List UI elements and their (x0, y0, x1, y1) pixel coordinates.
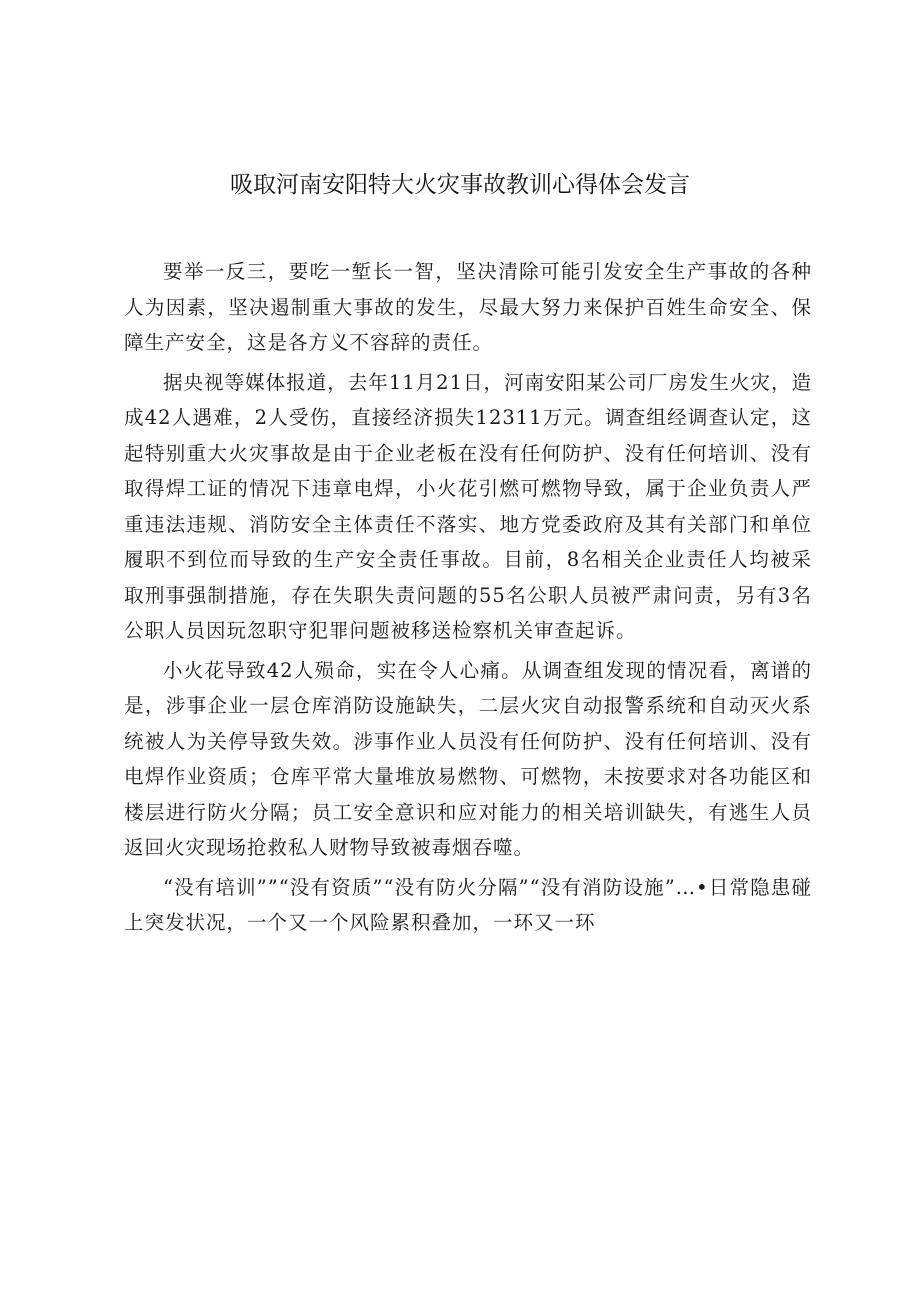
paragraph: 要举一反三，要吃一堑长一智，坚决清除可能引发安全生产事故的各种人为因素，坚决遏制重大事故的发生，尽最大努力来保护百姓生命安全、保障生产安全，这是各方义不容辞的责任。 (124, 260, 812, 354)
document-body (124, 254, 812, 941)
document-title: 吸取河南安阳特大火灾事故教训心得体会发言 (230, 172, 690, 198)
paragraph: 小火花导致42人殒命，实在令人心痛。从调查组发现的情况看，离谱的是，涉事企业一层仓库消防设施缺失，二层火灾自动报警系统和自动灭火系统被人为关停导致失效。涉事作业人员没有任何防护、没有任何培训、没有电焊作业资质；仓库平常大量堆放易燃物、可燃物，未按要求对各功能区和楼层进行防火分隔；员工安全意识和应对能力的相关培训缺失，有逃生人员返回火灾现场抢救私人财物导致被毒烟吞噬。 (124, 658, 812, 859)
paragraph: “没有培训””“没有资质”“没有防火分隔”“没有消防设施”…•日常隐患碰上突发状况，一个又一个风险累积叠加，一环又一环 (124, 875, 812, 934)
paragraph: 据央视等媒体报道，去年11月21日，河南安阳某公司厂房发生火灾，造成42人遇难，2人受伤，直接经济损失12311万元。调查组经调查认定，这起特别重大火灾事故是由于企业老板在没有任何防护、没有任何培训、没有取得焊工证的情况下违章电焊，小火花引燃可燃物导致，属于企业负责人严重违法违规、消防安全主体责任不落实、地方党委政府及其有关部门和单位履职不到位而导致的生产安全责任事故。目前，8名相关企业责任人均被采取刑事强制措施，存在失职失责问题的55名公职人员被严肃问责，另有3名公职人员因玩忽职守犯罪问题被移送检察机关审查起诉。 (124, 370, 812, 642)
